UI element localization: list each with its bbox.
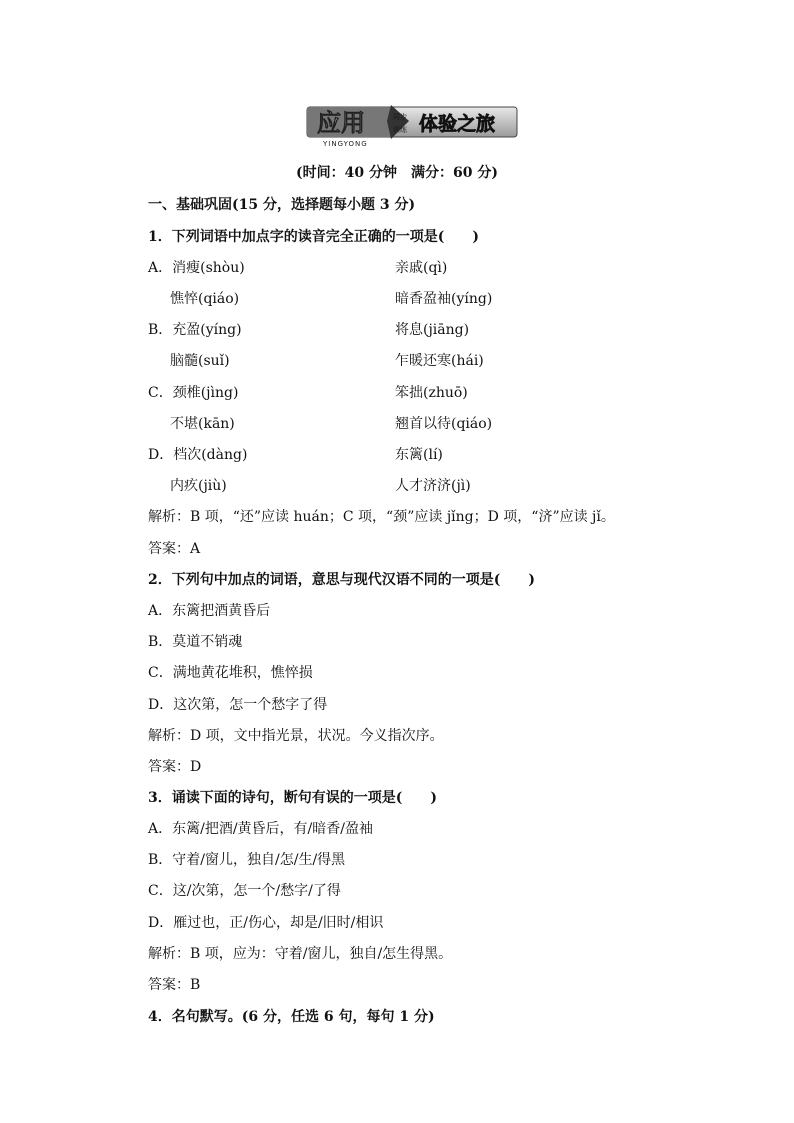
q3-option-a: A．东篱/把酒/黄昏后，有/暗香/盈袖 — [148, 821, 373, 837]
question-1-stem: 1．下列词语中加点字的读音完全正确的一项是( ) — [148, 229, 479, 245]
q1-option-c4: 翘首以待(qiáo) — [395, 416, 493, 432]
q1-option-d3: 内疚(jiù) — [170, 478, 227, 494]
q1-option-d1: D．档次(dàng) — [148, 447, 248, 463]
q1-answer: 答案：A — [148, 541, 201, 557]
banner-right-text: 体验之旅 — [419, 113, 496, 135]
q2-analysis: 解析：D 项，文中指光景，状况。今义指次序。 — [148, 728, 444, 744]
exam-info: (时间：40 分钟 满分：60 分) — [296, 165, 498, 181]
q2-option-b: B．莫道不销魂 — [148, 634, 243, 650]
q3-answer: 答案：B — [148, 977, 201, 993]
q3-option-c: C．这/次第，怎一个/愁字/了得 — [148, 883, 341, 899]
q1-option-d4: 人才济济(jì) — [395, 478, 471, 494]
q2-option-a: A．东篱把酒黄昏后 — [148, 603, 271, 619]
section-banner — [305, 103, 520, 149]
q1-option-c3: 不堪(kān) — [170, 416, 235, 432]
q2-option-d: D．这次第，怎一个愁字了得 — [148, 697, 328, 713]
q3-option-d: D．雁过也，正/伤心，却是/旧时/相识 — [148, 915, 384, 931]
section-heading: 一、基础巩固(15 分，选择题每小题 3 分) — [148, 197, 416, 213]
question-4-stem: 4．名句默写。(6 分，任选 6 句，每句 1 分) — [148, 1009, 435, 1025]
q1-analysis: 解析：B 项，“还”应读 huán；C 项，“颈”应读 jǐng；D 项，“济”应读 jǐ。 — [148, 509, 615, 525]
q1-option-c1: C．颈椎(jìng) — [148, 385, 239, 401]
banner-main-text: 应用 — [317, 109, 365, 137]
q1-option-c2: 笨拙(zhuō) — [395, 385, 468, 401]
question-2-stem: 2．下列句中加点的词语，意思与现代汉语不同的一项是( ) — [148, 572, 535, 588]
q1-option-a1: A．消瘦(shòu) — [148, 260, 245, 276]
q3-analysis: 解析：B 项，应为：守着/窗儿，独自/怎生得黑。 — [148, 946, 453, 962]
banner-small-top: 同步 — [393, 113, 407, 121]
q1-option-a3: 憔悴(qiáo) — [170, 291, 240, 307]
banner-pinyin: YINGYONG — [323, 140, 368, 148]
question-3-stem: 3．诵读下面的诗句，断句有误的一项是( ) — [148, 790, 437, 806]
q1-option-a4: 暗香盈袖(yíng) — [395, 291, 493, 307]
q1-option-d2: 东篱(lí) — [395, 447, 443, 463]
q1-option-b4: 乍暖还寒(hái) — [395, 353, 484, 369]
banner-small-bottom: 训练 — [393, 126, 407, 134]
q1-option-a2: 亲戚(qì) — [395, 260, 448, 276]
q2-option-c: C．满地黄花堆积，憔悴损 — [148, 665, 313, 681]
q1-option-b2: 将息(jiāng) — [395, 322, 470, 338]
q3-option-b: B．守着/窗儿，独自/怎/生/得黑 — [148, 852, 346, 868]
q2-answer: 答案：D — [148, 759, 202, 775]
q1-option-b3: 脑髓(suǐ) — [170, 353, 230, 369]
q1-option-b1: B．充盈(yíng) — [148, 322, 242, 338]
